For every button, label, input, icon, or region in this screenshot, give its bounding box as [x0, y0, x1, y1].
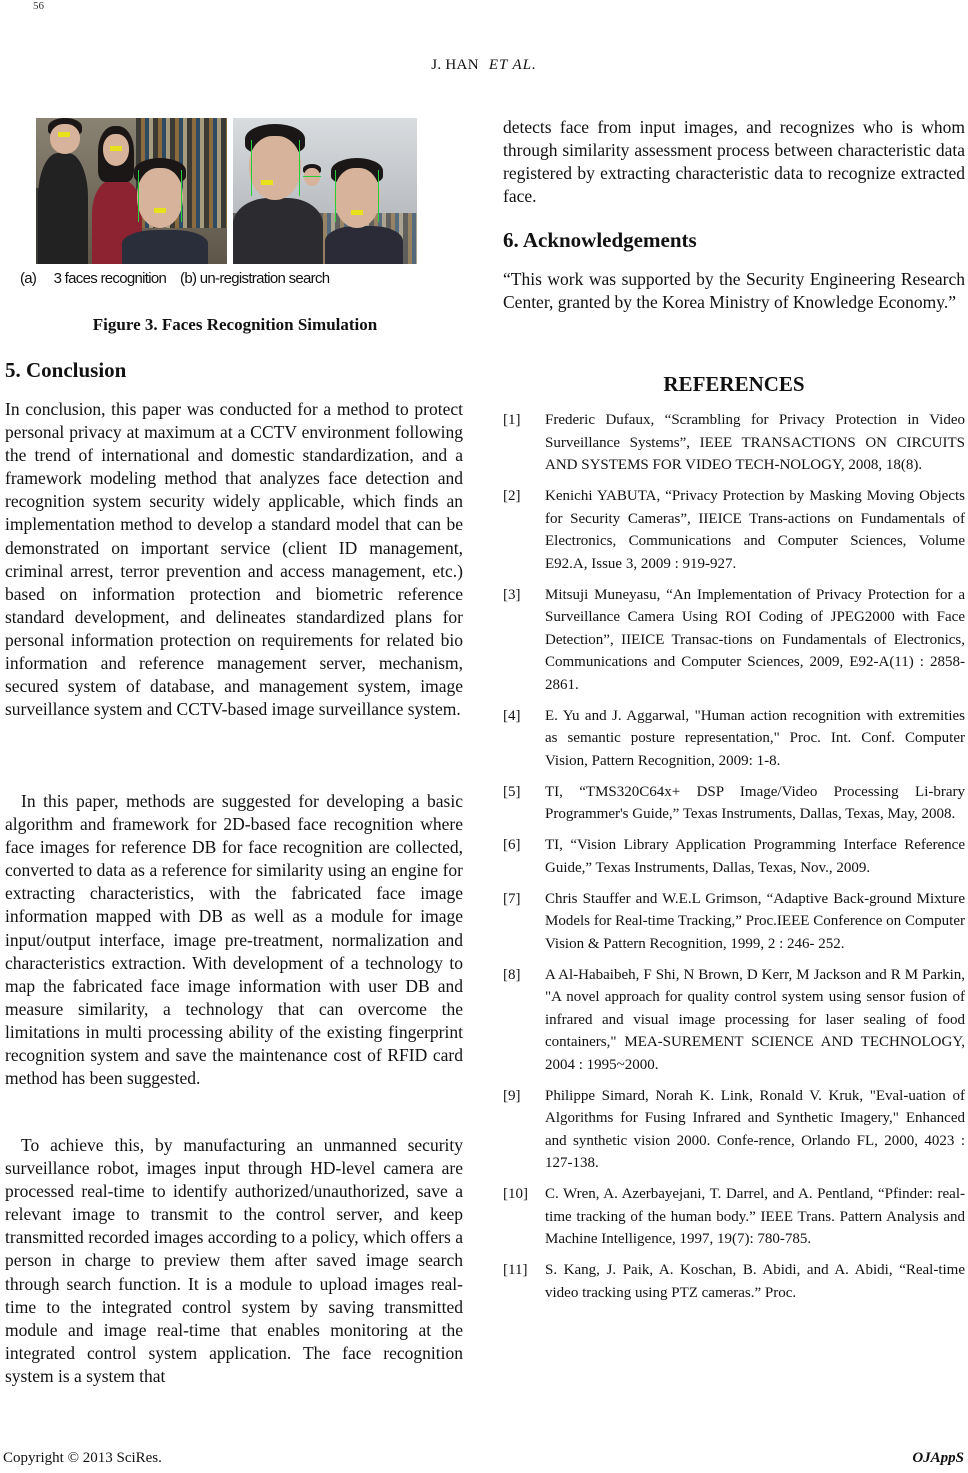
- face-tag: [154, 208, 166, 213]
- reference-number: [7]: [503, 890, 521, 907]
- detect-line: [335, 170, 336, 222]
- conclusion-paragraph-1: In conclusion, this paper was conducted for a method to protect personal privacy at maximum at a CCTV environment following the trend of international and domestic standardization, and a framework modeling method that analyzes face detection and recognition system security widely applicable, which finds an implementation method to develop a standard model that can be demonstrated on important service (client ID management, criminal arrest, terror prevention and access management, etc.) based on information protection and biometric reference standard development, and delineates standardized plans for personal information protection on requirements for related bio information and reference management server, mechanism, secured system of database, and management system, image surveillance system and CCTV-based image surveillance system.: [5, 399, 463, 720]
- footer-copyright: Copyright © 2013 SciRes.: [3, 1450, 162, 1466]
- face-tag: [110, 146, 122, 151]
- detect-line: [299, 140, 300, 196]
- face-tag: [261, 180, 273, 185]
- detect-line: [181, 170, 182, 222]
- face-recognition-paragraph: detects face from input images, and recognizes who is whom through similarity assessment process between characteristic data registered by extracting characteristic data to recognize extracted face.: [503, 117, 965, 207]
- reference-item: [503, 1259, 965, 1304]
- reference-text: A Al-Habaibeh, F Shi, N Brown, D Kerr, M Jackson and R M Parkin, "A novel approach for quality control system using sensor fusion of infrared and visual image processing for laser sealing of food containers," MEA-SUREMENT SCIENCE AND TECHNOLOGY, 2004 : 1995~2000.: [545, 966, 965, 1073]
- reference-number: [11]: [503, 1262, 528, 1278]
- conclusion-paragraph-3: To achieve this, by manufacturing an unmanned security surveillance robot, images input through HD-level camera are processed real-time to identify authorized/unauthorized, save a relevant image to transmit to the control server, and keep transmitted recorded images according to a policy, which offers a person in charge to preview them after saved image search through search function. It is a module to upload images real-time to the integrated control system by saving transmitted module and image real-time that enables monitoring at the integrated control system application. The face recognition system is a system that: [5, 1135, 463, 1386]
- detect-line: [303, 176, 321, 177]
- reference-item: [503, 888, 965, 956]
- reference-text: Kenichi YABUTA, “Privacy Protection by Masking Moving Objects for Security Cameras”, IIEICE Trans-actions on Fundamentals of Electronics, Communications and Computer Sciences, Volume E92.A, Issue 3, 2009 : 919-927.: [545, 488, 965, 572]
- reference-text: Mitsuji Muneyasu, “An Implementation of Privacy Protection for a Surveillance Camera Using ROI Coding of JPEG2000 with Face Detection”, IIEICE Transac-tions on Fundamentals of Electronics, Communications and Computer Sciences, 2009, E92-A(11) : 2858-2861.: [545, 586, 965, 693]
- figure-caption: Figure 3. Faces Recognition Simulation: [92, 315, 378, 334]
- references-heading: REFERENCES: [663, 372, 805, 396]
- conclusion-paragraph-2: In this paper, methods are suggested for developing a basic algorithm and framework for 2D-based face recognition where face images for reference DB for face recognition are collected, converted to data as a reference for similarity using an engine for extracting characteristics, with the fabricated face image information mapped with DB as well as a module for image input/output interface, image pre-treatment, normalization and characteristics extraction. With development of a technology to map the fabricated face image information with user DB and measure similarity, a technology that can overcome the limitations in multi processing ability of the existing fingerprint recognition system and save the maintenance cost of RFID card method has been suggested.: [5, 791, 463, 1089]
- page-number: 56: [33, 0, 44, 12]
- reference-item: [503, 1183, 965, 1251]
- running-head-authors: J. HAN: [431, 57, 479, 73]
- conclusion-heading: 5. Conclusion: [5, 358, 127, 382]
- reference-text: Philippe Simard, Norah K. Link, Ronald V. Kruk, "Eval-uation of Algorithms for Fusing Infrared and Synthetic Imagery," Enhanced and synthetic vision 2000. Confe-rence, Orlando FL, 2000, 4023 : 127-138.: [545, 1087, 965, 1171]
- person-back-face: [304, 168, 320, 186]
- face-tag: [58, 132, 70, 137]
- person-front-body: [325, 226, 403, 264]
- reference-number: [1]: [503, 412, 521, 428]
- reference-item: [503, 584, 965, 697]
- reference-item: [503, 485, 965, 575]
- figure-subcaption: (a) 3 faces recognition (b) un-registration search: [20, 270, 330, 287]
- reference-list: [503, 409, 965, 1313]
- reference-item: [503, 409, 965, 477]
- person-left-face: [249, 136, 301, 200]
- reference-item: [503, 964, 965, 1077]
- face-tag: [351, 210, 363, 215]
- footer-journal: OJAppS: [912, 1450, 964, 1466]
- reference-item: [503, 781, 965, 826]
- person-front-face: [334, 168, 380, 228]
- reference-text: S. Kang, J. Paik, A. Koschan, B. Abidi, and A. Abidi, “Real-time video tracking using PTZ cameras.” Proc.: [545, 1262, 965, 1301]
- reference-item: [503, 834, 965, 879]
- figure-3: [36, 118, 420, 264]
- reference-number: [6]: [503, 837, 521, 853]
- reference-item: [503, 1085, 965, 1175]
- person-front-face: [137, 168, 183, 228]
- reference-text: Chris Stauffer and W.E.L Grimson, “Adaptive Back-ground Mixture Models for Real-time Tracking,” Proc.IEEE Conference on Computer Vision & Pattern Recognition, 1999, 2 : 246- 252.: [545, 890, 965, 952]
- reference-number: [3]: [503, 586, 521, 603]
- reference-number: [5]: [503, 783, 521, 800]
- reference-text: E. Yu and J. Aggarwal, "Human action recognition with extremities as semantic posture representation," Proc. Int. Conf. Computer Vision, Pattern Recognition, 2009: 1-8.: [545, 707, 965, 769]
- person-front-body: [122, 230, 208, 264]
- person-left-face: [50, 124, 80, 154]
- reference-text: TI, “TMS320C64x+ DSP Image/Video Processing Li-brary Programmer's Guide,” Texas Instruments, Dallas, Texas, May, 2008.: [545, 783, 965, 822]
- detect-line: [378, 170, 379, 222]
- detect-line: [251, 140, 252, 196]
- acknowledgements-text: “This work was supported by the Security Engineering Research Center, granted by the Korea Ministry of Knowledge Economy.”: [503, 269, 965, 313]
- running-head-etal: ET AL.: [488, 57, 537, 73]
- reference-text: Frederic Dufaux, “Scrambling for Privacy Protection in Video Surveillance Systems”, IEEE TRANSACTIONS ON CIRCUITS AND SYSTEMS FOR VIDEO TECH-NOLOGY, 2008, 18(8).: [545, 412, 965, 473]
- reference-number: [2]: [503, 488, 521, 504]
- reference-number: [9]: [503, 1087, 521, 1104]
- running-head: [0, 57, 968, 74]
- reference-item: [503, 705, 965, 773]
- photo-three-faces-recognition: [36, 118, 227, 264]
- person-left-body: [38, 153, 88, 264]
- detect-line: [138, 170, 139, 222]
- reference-text: TI, “Vision Library Application Programming Interface Reference Guide,” Texas Instruments, Dallas, Texas, Nov., 2009.: [545, 837, 965, 876]
- reference-number: [10]: [503, 1186, 528, 1202]
- acknowledgements-heading: 6. Acknowledgements: [503, 228, 697, 252]
- reference-text: C. Wren, A. Azerbayejani, T. Darrel, and A. Pentland, “Pfinder: real-time tracking of the human body.” IEEE Trans. Pattern Analysis and Machine Intelligence, 1997, 19(7): 780-785.: [545, 1186, 965, 1247]
- reference-number: [4]: [503, 707, 521, 724]
- photo-un-registration-search: [233, 118, 417, 264]
- reference-number: [8]: [503, 966, 521, 983]
- person-left-body: [233, 198, 323, 264]
